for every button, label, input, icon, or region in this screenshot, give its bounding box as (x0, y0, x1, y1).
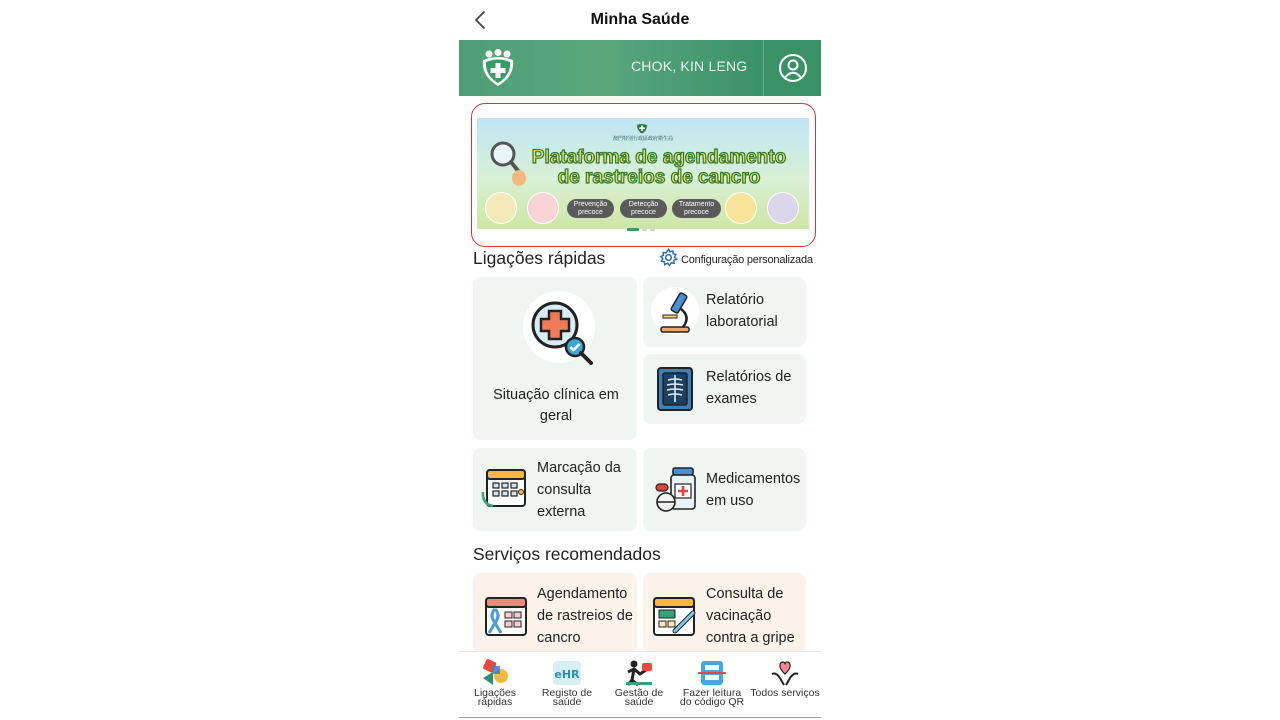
lungs-icon (485, 192, 517, 224)
card-medications[interactable] (643, 448, 806, 531)
nav-item-all-services[interactable] (749, 652, 821, 718)
heart-hands-icon (770, 658, 800, 688)
card-clinical-situation[interactable] (473, 277, 637, 440)
nav-item-health-record[interactable] (531, 652, 603, 718)
page-title: Minha Saúde (590, 11, 690, 28)
medicine-bottle-icon (653, 464, 699, 517)
promo-organization: 澳門特別行政區政府衛生局 (612, 136, 673, 142)
promo-title-line1: Plataforma de agendamento (531, 147, 787, 168)
card-exam-reports[interactable] (643, 354, 806, 424)
ehr-icon (552, 658, 582, 688)
profile-button[interactable] (763, 40, 821, 96)
svg-text:eHR: eHR (554, 668, 580, 681)
microscope-icon (651, 287, 701, 342)
quick-links-icon (480, 658, 510, 688)
nav-label: Gestão de saúde (614, 687, 664, 708)
medical-search-icon (521, 291, 601, 376)
health-management-icon (624, 658, 654, 688)
recommended-title: Serviços recomendados (473, 544, 661, 564)
flu-vaccine-calendar-icon (651, 593, 699, 644)
card-label: Consulta de vacinação contra a gripe (706, 586, 795, 646)
promo-pill-detection: Detecção precoce (620, 199, 667, 218)
nav-label: Ligações rápidas (473, 687, 517, 708)
uterus-icon (527, 192, 559, 224)
card-label: Relatórios de exames (706, 369, 792, 407)
promo-carousel[interactable] (471, 103, 816, 247)
nav-label: Todos serviços (750, 687, 820, 699)
health-bureau-logo-icon (479, 48, 517, 88)
gear-icon (659, 248, 678, 272)
top-bar (459, 0, 821, 40)
promo-banner[interactable] (477, 118, 809, 229)
card-label: Relatório laboratorial (706, 292, 778, 330)
xray-report-icon (655, 366, 695, 417)
nav-item-qr-scan[interactable] (676, 652, 748, 718)
config-label: Configuração personalizada (681, 254, 813, 266)
intestine-icon (725, 192, 757, 224)
card-label: Medicamentos em uso (706, 471, 801, 509)
carousel-dot[interactable] (650, 228, 655, 231)
qr-scan-icon (697, 658, 727, 688)
card-label: Situação clínica em geral (493, 387, 619, 424)
card-flu-vaccination[interactable] (643, 573, 806, 653)
user-banner (459, 40, 821, 96)
card-label: Agendamento de rastreios de cancro (537, 586, 633, 646)
promo-title-line2: de rastreios de cancro (557, 167, 761, 188)
personalized-config-button[interactable] (659, 250, 813, 270)
nav-item-quick-links[interactable] (459, 652, 531, 718)
emblem-icon (636, 122, 648, 134)
card-outpatient-booking[interactable] (473, 448, 637, 531)
nav-item-health-management[interactable] (603, 652, 675, 718)
bottom-divider (459, 717, 821, 718)
app-screen (459, 0, 821, 720)
carousel-dot[interactable] (642, 228, 647, 231)
quick-links-title: Ligações rápidas (473, 248, 606, 268)
card-lab-report[interactable] (643, 277, 806, 347)
calendar-appointment-icon (481, 466, 529, 517)
card-label: Marcação da consulta externa (537, 460, 621, 520)
user-name: CHOK, KIN LENG (631, 58, 748, 74)
bottom-navigation (459, 651, 821, 720)
nav-label: Registo de saúde (541, 687, 593, 708)
carousel-indicator (627, 228, 655, 232)
carousel-dot[interactable] (627, 228, 639, 231)
card-cancer-screening[interactable] (473, 573, 637, 653)
breast-icon (767, 192, 799, 224)
cancer-ribbon-calendar-icon (483, 593, 529, 644)
promo-pill-prevention: Prevenção precoce (567, 199, 614, 218)
nav-label: Fazer leitura do código QR (679, 687, 745, 708)
promo-pill-treatment: Tratamento precoce (672, 199, 721, 218)
